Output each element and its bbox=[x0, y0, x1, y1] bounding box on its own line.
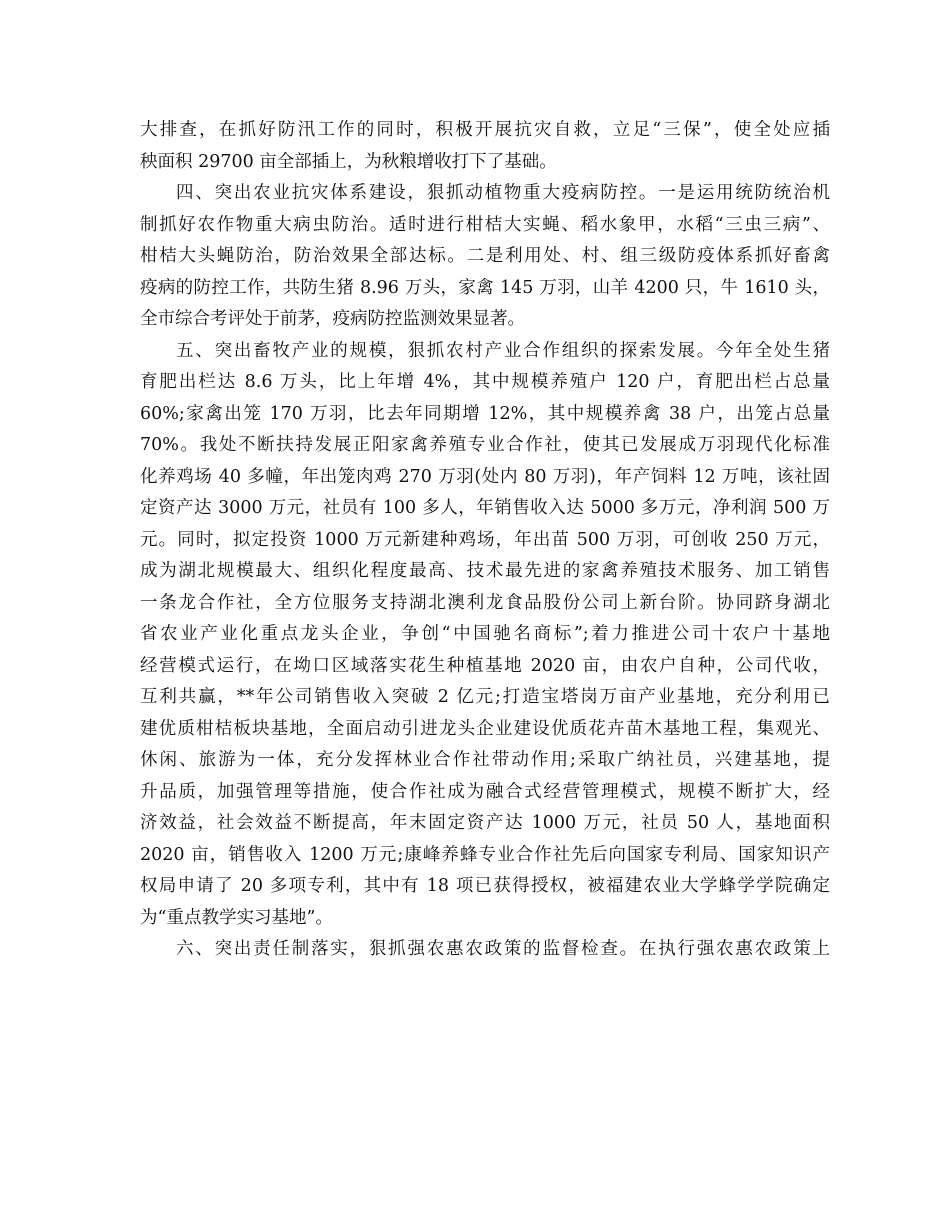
text-line: 五、突出畜牧产业的规模，狠抓农村产业合作组织的探索发展。今年全处生猪 bbox=[176, 340, 830, 361]
text-line: 70%。我处不断扶持发展正阳家禽养殖专业合作社，使其已发展成万羽现代化标准 bbox=[140, 435, 830, 455]
text-line: 六、突出责任制落实，狠抓强农惠农政策的监督检查。在执行强农惠农政策上 bbox=[176, 939, 830, 959]
text-line: 制抓好农作物重大病虫防治。适时进行柑桔大实蝇、稻水象甲，水稻“三虫三病”、 bbox=[140, 214, 830, 235]
text-line: 柑桔大头蝇防治，防治效果全部达标。二是利用处、村、组三级防疫体系抓好畜禽 bbox=[140, 246, 830, 266]
document-body bbox=[140, 115, 830, 966]
text-line: 互利共赢，**年公司销售收入突破 2 亿元;打造宝塔岗万亩产业基地，充分利用已 bbox=[140, 687, 830, 707]
text-line: 一条龙合作社，全方位服务支持湖北澳利龙食品股份公司上新台阶。协同跻身湖北 bbox=[140, 592, 830, 613]
text-line: 休闲、旅游为一体，充分发挥林业合作社带动作用;采取广纳社员，兴建基地，提 bbox=[140, 750, 830, 770]
text-line: 全市综合考评处于前茅，疫病防控监测效果显著。 bbox=[140, 309, 525, 329]
text-line: 元。同时，拟定投资 1000 万元新建种鸡场，年出苗 500 万羽，可创收 250 万元， bbox=[140, 529, 830, 550]
text-line: 大排查，在抓好防汛工作的同时，积极开展抗灾自救，立足“三保”，使全处应插 bbox=[140, 120, 830, 140]
text-line: 2020 亩，销售收入 1200 万元;康峰养蜂专业合作社先后向国家专利局、国家知识产 bbox=[140, 844, 830, 865]
text-line: 四、突出农业抗灾体系建设，狠抓动植物重大疫病防控。一是运用统防统治机 bbox=[176, 183, 830, 203]
text-line: 济效益，社会效益不断提高，年末固定资产达 1000 万元，社员 50 人，基地面积 bbox=[140, 813, 830, 833]
text-line: 疫病的防控工作，共防生猪 8.96 万头，家禽 145 万羽，山羊 4200 只，牛 1610 头， bbox=[140, 277, 830, 298]
text-line: 育肥出栏达 8.6 万头，比上年增 4%，其中规模养殖户 120 户，育肥出栏占总量 bbox=[140, 372, 830, 392]
text-line: 化养鸡场 40 多幢，年出笼肉鸡 270 万羽(处内 80 万羽)，年产饲料 12 万吨，该社固 bbox=[140, 466, 830, 487]
text-line: 60%;家禽出笼 170 万羽，比去年同期增 12%，其中规模养禽 38 户，出笼占总量 bbox=[140, 403, 830, 424]
text-line: 秧面积 29700 亩全部插上，为秋粮增收打下了基础。 bbox=[140, 151, 557, 172]
text-line: 为“重点教学实习基地”。 bbox=[140, 907, 333, 928]
text-line: 省农业产业化重点龙头企业，争创“中国驰名商标”;着力推进公司十农户十基地 bbox=[140, 624, 830, 644]
text-line: 经营模式运行，在坳口区域落实花生种植基地 2020 亩，由农户自种，公司代收， bbox=[140, 655, 830, 676]
text-line: 成为湖北规模最大、组织化程度最高、技术最先进的家禽养殖技术服务、加工销售 bbox=[140, 561, 830, 581]
text-line: 定资产达 3000 万元，社员有 100 多人，年销售收入达 5000 多万元，净利润 500 万 bbox=[140, 498, 830, 518]
text-line: 升品质，加强管理等措施，使合作社成为融合式经营管理模式，规模不断扩大，经 bbox=[140, 781, 830, 802]
text-line: 建优质柑桔板块基地，全面启动引进龙头企业建设优质花卉苗木基地工程，集观光、 bbox=[140, 718, 830, 739]
text-line: 权局申请了 20 多项专利，其中有 18 项已获得授权，被福建农业大学蜂学学院确定 bbox=[140, 876, 830, 896]
